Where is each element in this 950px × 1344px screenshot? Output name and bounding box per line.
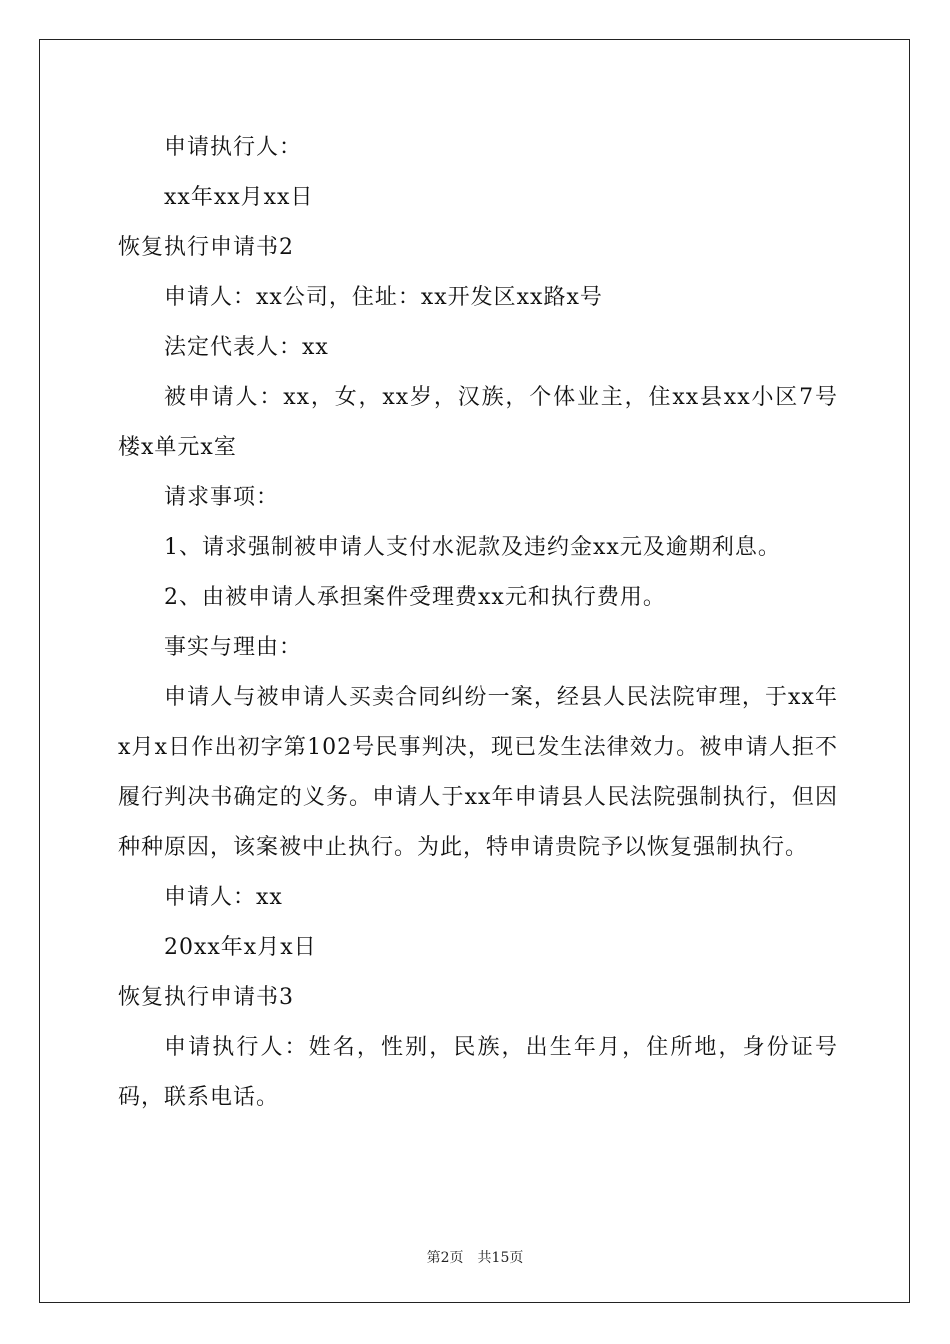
section-title-3: 恢复执行申请书3 <box>118 985 294 1010</box>
applicant-label: 申请执行人： <box>164 135 303 160</box>
section-title-2: 恢复执行申请书2 <box>118 235 294 260</box>
signature-line: 申请人：xx <box>164 885 283 910</box>
facts-heading: 事实与理由： <box>164 635 303 660</box>
section3-paragraph: 申请执行人：姓名，性别，民族，出生年月，住所地，身份证号码，联系电话。 <box>118 1035 838 1110</box>
document-body <box>118 123 838 1123</box>
applicant-company-line: 申请人：xx公司，住址：xx开发区xx路x号 <box>164 285 603 310</box>
date-line: xx年xx月xx日 <box>164 185 314 210</box>
page-footer: 第2页 共15页 <box>426 1250 524 1266</box>
request-heading: 请求事项： <box>164 485 280 510</box>
respondent-paragraph: 被申请人：xx，女，xx岁，汉族，个体业主，住xx县xx小区7号楼x单元x室 <box>118 385 838 460</box>
request-item-1: 1、请求强制被申请人支付水泥款及违约金xx元及逾期利息。 <box>164 535 781 560</box>
facts-paragraph: 申请人与被申请人买卖合同纠纷一案，经县人民法院审理，于xx年x月x日作出初字第102号民事判决，现已发生法律效力。被申请人拒不履行判决书确定的义务。申请人于xx年申请县人民法院强制执行，但因种种原因，该案被中止执行。为此，特申请贵院予以恢复强制执行。 <box>118 685 838 860</box>
signature-date: 20xx年x月x日 <box>164 935 317 960</box>
request-item-2: 2、由被申请人承担案件受理费xx元和执行费用。 <box>164 585 666 610</box>
legal-representative-line: 法定代表人：xx <box>164 335 329 360</box>
